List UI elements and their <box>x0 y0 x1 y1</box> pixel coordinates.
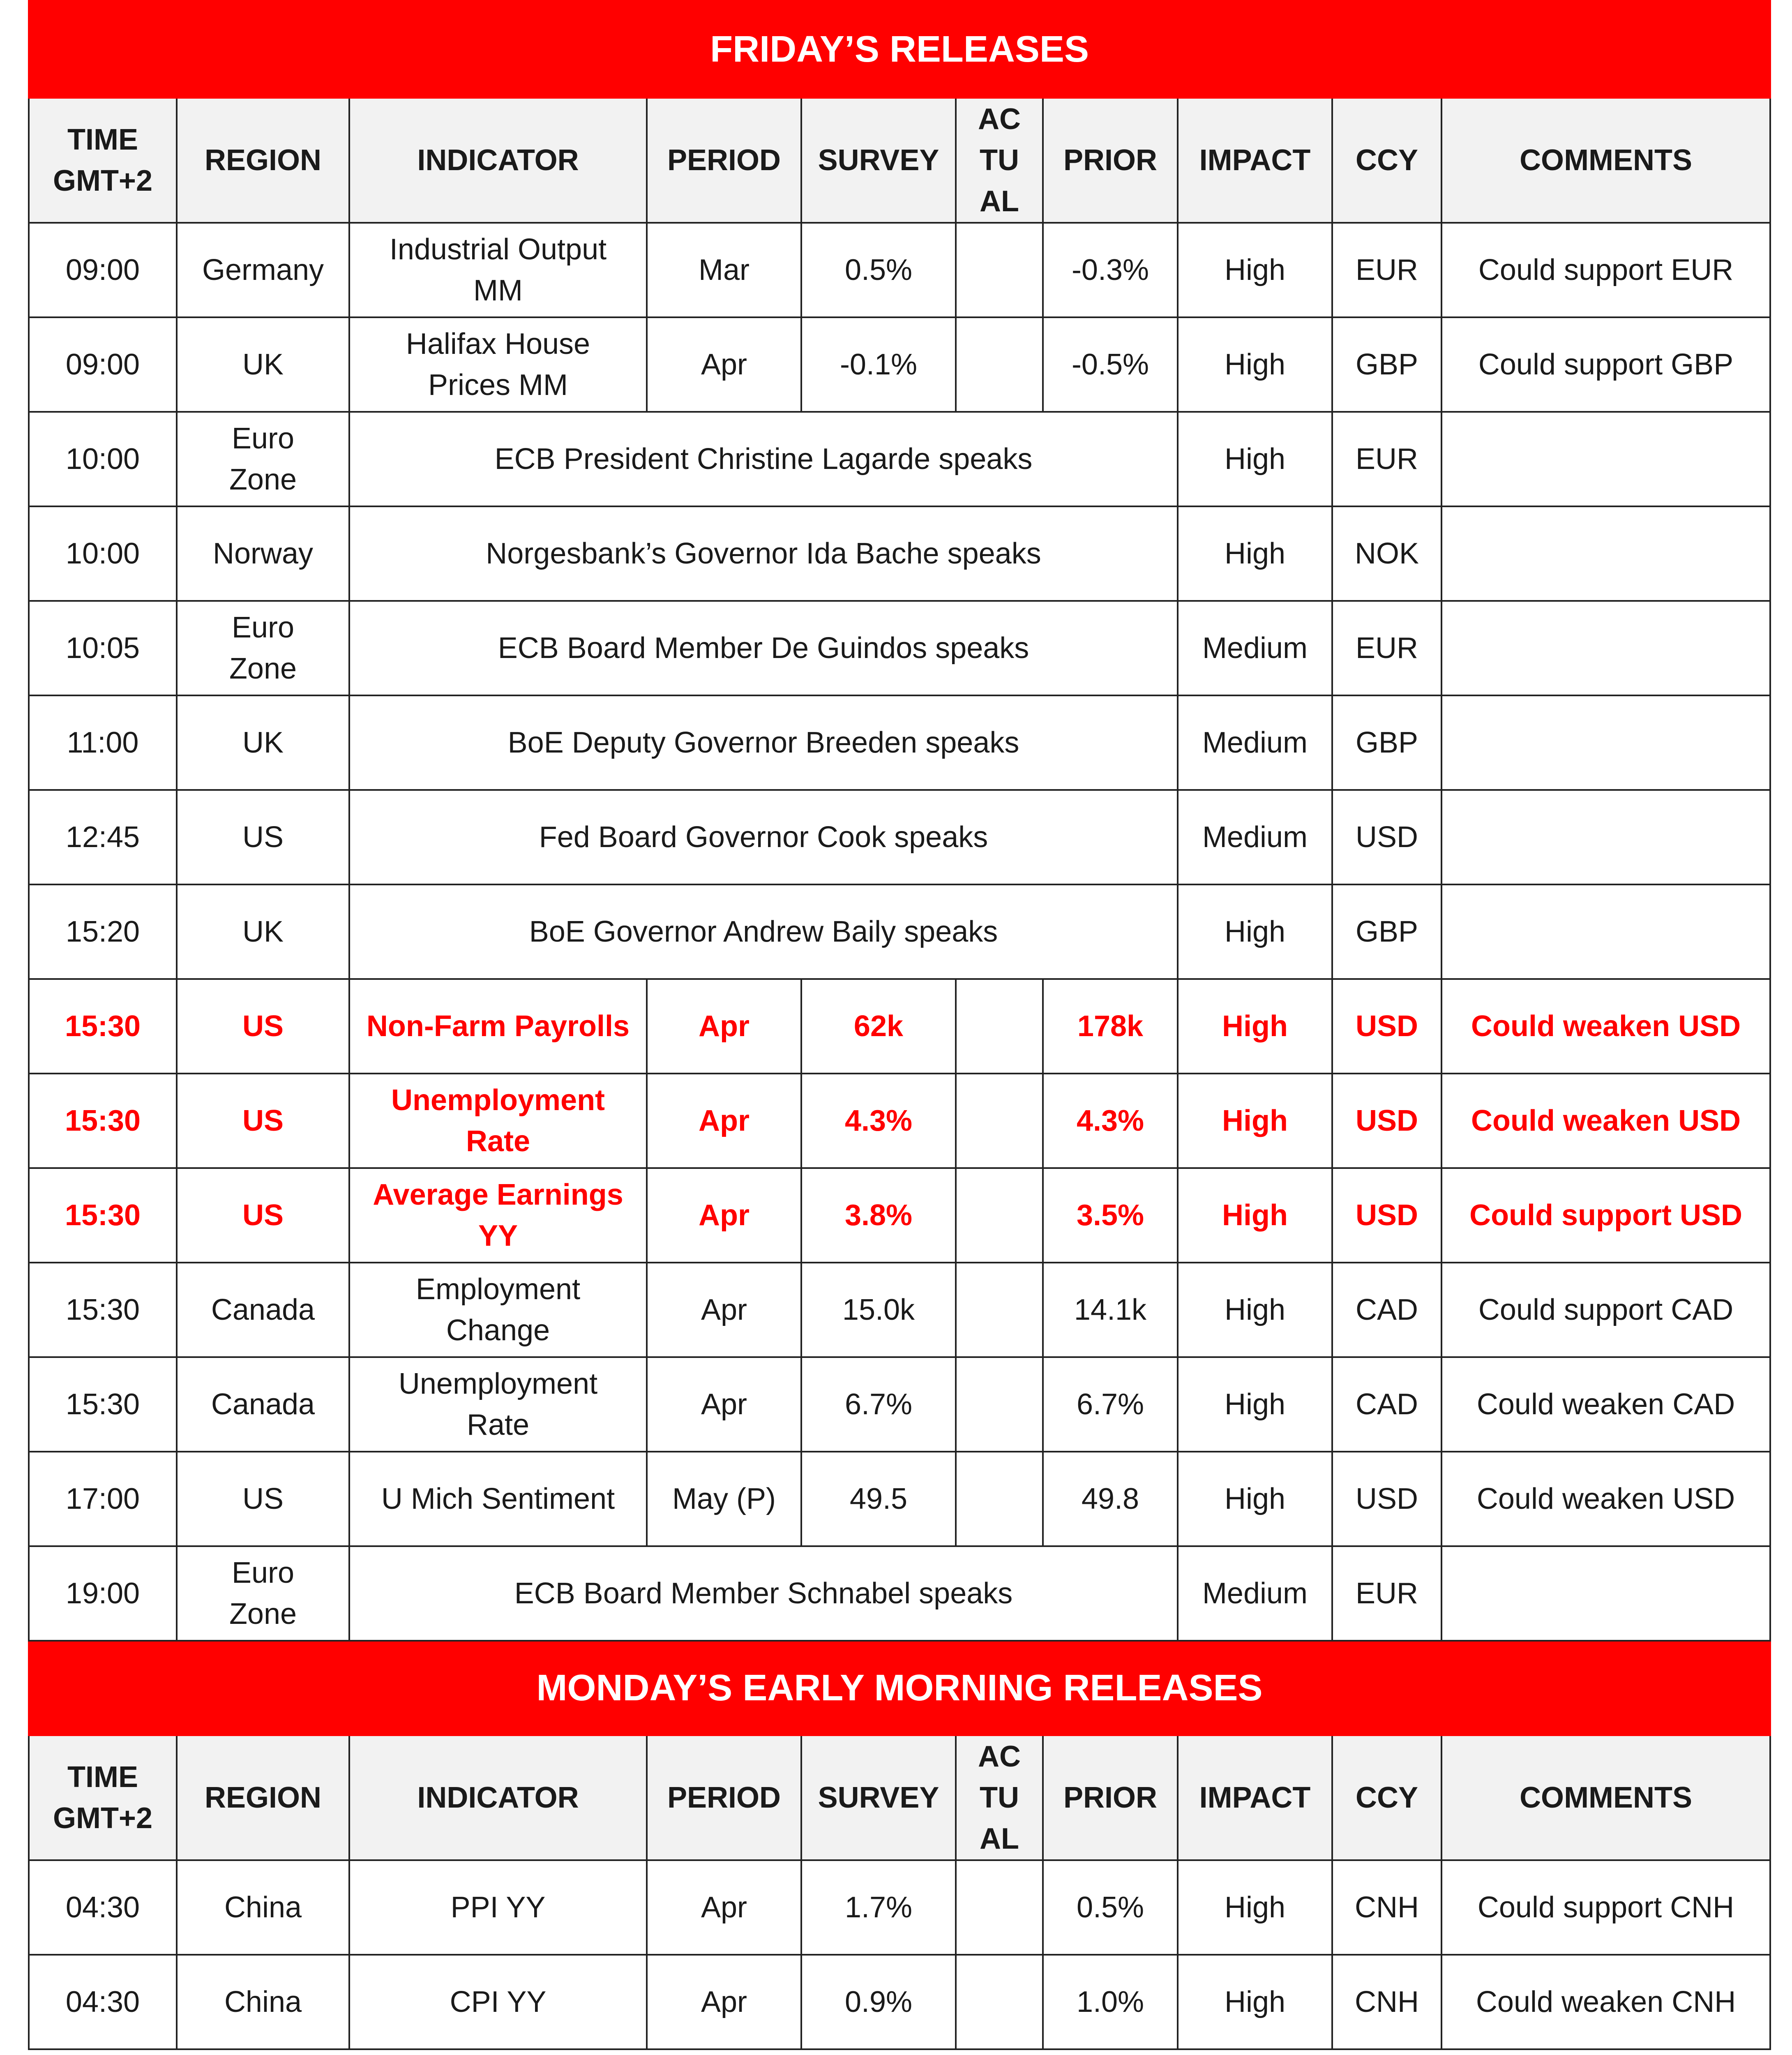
time-cell: 15:30 <box>29 1074 177 1168</box>
comments-cell: Could weaken CNH <box>1441 1955 1770 2049</box>
comments-cell: Could support CNH <box>1441 1860 1770 1955</box>
region-cell: Euro Zone <box>177 601 349 695</box>
event-cell: ECB Board Member Schnabel speaks <box>349 1546 1178 1641</box>
comments-cell: Could weaken CAD <box>1441 1357 1770 1452</box>
period-cell: Mar <box>647 223 801 317</box>
header-actual: AC TU AL <box>956 1735 1043 1860</box>
ccy-cell: USD <box>1332 1168 1441 1263</box>
indicator-cell: PPI YY <box>349 1860 647 1955</box>
region-cell: Euro Zone <box>177 412 349 506</box>
table-row <box>29 412 1770 506</box>
header-ccy: CCY <box>1332 1735 1441 1860</box>
ccy-cell: CAD <box>1332 1263 1441 1357</box>
friday-title: FRIDAY’S RELEASES <box>29 1 1770 98</box>
table-row <box>29 223 1770 317</box>
time-cell: 10:05 <box>29 601 177 695</box>
period-cell: Apr <box>647 1074 801 1168</box>
prior-cell: 14.1k <box>1043 1263 1178 1357</box>
impact-cell: High <box>1178 979 1332 1074</box>
ccy-cell: USD <box>1332 790 1441 884</box>
header-ccy: CCY <box>1332 98 1441 223</box>
ccy-cell: USD <box>1332 1452 1441 1546</box>
actual-cell <box>956 317 1043 412</box>
releases-table <box>28 0 1771 2050</box>
time-cell: 04:30 <box>29 1955 177 2049</box>
comments-cell <box>1441 695 1770 790</box>
header-region: REGION <box>177 98 349 223</box>
time-cell: 11:00 <box>29 695 177 790</box>
ccy-cell: EUR <box>1332 1546 1441 1641</box>
header-comments: COMMENTS <box>1441 98 1770 223</box>
prior-cell: -0.3% <box>1043 223 1178 317</box>
region-cell: Euro Zone <box>177 1546 349 1641</box>
region-cell: Norway <box>177 506 349 601</box>
ccy-cell: CNH <box>1332 1860 1441 1955</box>
actual-cell <box>956 1955 1043 2049</box>
header-prior: PRIOR <box>1043 1735 1178 1860</box>
monday-title: MONDAY’S EARLY MORNING RELEASES <box>29 1641 1770 1735</box>
time-cell: 10:00 <box>29 506 177 601</box>
friday-banner <box>29 1 1770 98</box>
actual-cell <box>956 1074 1043 1168</box>
actual-cell <box>956 1263 1043 1357</box>
ccy-cell: GBP <box>1332 695 1441 790</box>
indicator-cell: Non-Farm Payrolls <box>349 979 647 1074</box>
event-cell: BoE Governor Andrew Baily speaks <box>349 884 1178 979</box>
prior-cell: 1.0% <box>1043 1955 1178 2049</box>
table-row <box>29 601 1770 695</box>
table-row <box>29 695 1770 790</box>
comments-cell <box>1441 884 1770 979</box>
comments-cell <box>1441 601 1770 695</box>
survey-cell: 49.5 <box>801 1452 956 1546</box>
header-time: TIME GMT+2 <box>29 98 177 223</box>
table-row-major <box>29 979 1770 1074</box>
table-row <box>29 1452 1770 1546</box>
header-comments: COMMENTS <box>1441 1735 1770 1860</box>
time-cell: 17:00 <box>29 1452 177 1546</box>
prior-cell: 0.5% <box>1043 1860 1178 1955</box>
region-cell: UK <box>177 317 349 412</box>
impact-cell: High <box>1178 1955 1332 2049</box>
actual-cell <box>956 1452 1043 1546</box>
prior-cell: 49.8 <box>1043 1452 1178 1546</box>
comments-cell: Could weaken USD <box>1441 1074 1770 1168</box>
comments-cell <box>1441 506 1770 601</box>
impact-cell: Medium <box>1178 601 1332 695</box>
monday-banner <box>29 1641 1770 1735</box>
comments-cell <box>1441 790 1770 884</box>
region-cell: US <box>177 1074 349 1168</box>
region-cell: US <box>177 1168 349 1263</box>
header-indicator: INDICATOR <box>349 98 647 223</box>
table-row <box>29 790 1770 884</box>
region-cell: UK <box>177 695 349 790</box>
survey-cell: 3.8% <box>801 1168 956 1263</box>
ccy-cell: USD <box>1332 979 1441 1074</box>
region-cell: Canada <box>177 1357 349 1452</box>
survey-cell: 15.0k <box>801 1263 956 1357</box>
time-cell: 09:00 <box>29 223 177 317</box>
time-cell: 15:30 <box>29 1168 177 1263</box>
comments-cell: Could weaken USD <box>1441 979 1770 1074</box>
period-cell: Apr <box>647 1860 801 1955</box>
region-cell: US <box>177 979 349 1074</box>
comments-cell: Could support CAD <box>1441 1263 1770 1357</box>
prior-cell: -0.5% <box>1043 317 1178 412</box>
impact-cell: High <box>1178 884 1332 979</box>
header-survey: SURVEY <box>801 1735 956 1860</box>
time-cell: 04:30 <box>29 1860 177 1955</box>
table-row <box>29 884 1770 979</box>
region-cell: US <box>177 1452 349 1546</box>
monday-header-row <box>29 1735 1770 1860</box>
header-impact: IMPACT <box>1178 1735 1332 1860</box>
header-impact: IMPACT <box>1178 98 1332 223</box>
friday-header-row <box>29 98 1770 223</box>
ccy-cell: NOK <box>1332 506 1441 601</box>
ccy-cell: GBP <box>1332 317 1441 412</box>
region-cell: Canada <box>177 1263 349 1357</box>
ccy-cell: EUR <box>1332 223 1441 317</box>
actual-cell <box>956 1357 1043 1452</box>
impact-cell: High <box>1178 1263 1332 1357</box>
table-row <box>29 1546 1770 1641</box>
comments-cell: Could weaken USD <box>1441 1452 1770 1546</box>
indicator-cell: Employment Change <box>349 1263 647 1357</box>
period-cell: Apr <box>647 1168 801 1263</box>
actual-cell <box>956 1168 1043 1263</box>
header-survey: SURVEY <box>801 98 956 223</box>
comments-cell: Could support GBP <box>1441 317 1770 412</box>
table-row <box>29 1357 1770 1452</box>
survey-cell: -0.1% <box>801 317 956 412</box>
ccy-cell: USD <box>1332 1074 1441 1168</box>
event-cell: ECB Board Member De Guindos speaks <box>349 601 1178 695</box>
comments-cell: Could support EUR <box>1441 223 1770 317</box>
header-prior: PRIOR <box>1043 98 1178 223</box>
impact-cell: High <box>1178 223 1332 317</box>
prior-cell: 4.3% <box>1043 1074 1178 1168</box>
comments-cell <box>1441 412 1770 506</box>
impact-cell: High <box>1178 1357 1332 1452</box>
region-cell: China <box>177 1860 349 1955</box>
event-cell: Fed Board Governor Cook speaks <box>349 790 1178 884</box>
time-cell: 15:30 <box>29 979 177 1074</box>
indicator-cell: U Mich Sentiment <box>349 1452 647 1546</box>
comments-cell: Could support USD <box>1441 1168 1770 1263</box>
impact-cell: High <box>1178 1452 1332 1546</box>
table-row-major <box>29 1074 1770 1168</box>
actual-cell <box>956 979 1043 1074</box>
impact-cell: Medium <box>1178 695 1332 790</box>
region-cell: China <box>177 1955 349 2049</box>
ccy-cell: CNH <box>1332 1955 1441 2049</box>
actual-cell <box>956 1860 1043 1955</box>
impact-cell: High <box>1178 506 1332 601</box>
header-actual: AC TU AL <box>956 98 1043 223</box>
prior-cell: 178k <box>1043 979 1178 1074</box>
region-cell: US <box>177 790 349 884</box>
period-cell: Apr <box>647 1357 801 1452</box>
ccy-cell: CAD <box>1332 1357 1441 1452</box>
table-row <box>29 506 1770 601</box>
survey-cell: 6.7% <box>801 1357 956 1452</box>
impact-cell: High <box>1178 1074 1332 1168</box>
region-cell: Germany <box>177 223 349 317</box>
survey-cell: 4.3% <box>801 1074 956 1168</box>
survey-cell: 1.7% <box>801 1860 956 1955</box>
prior-cell: 6.7% <box>1043 1357 1178 1452</box>
table-row-major <box>29 1168 1770 1263</box>
indicator-cell: CPI YY <box>349 1955 647 2049</box>
time-cell: 12:45 <box>29 790 177 884</box>
impact-cell: Medium <box>1178 1546 1332 1641</box>
survey-cell: 62k <box>801 979 956 1074</box>
impact-cell: High <box>1178 412 1332 506</box>
time-cell: 15:30 <box>29 1357 177 1452</box>
header-indicator: INDICATOR <box>349 1735 647 1860</box>
period-cell: Apr <box>647 1263 801 1357</box>
releases-calendar <box>28 0 1769 2050</box>
header-time: TIME GMT+2 <box>29 1735 177 1860</box>
indicator-cell: Industrial Output MM <box>349 223 647 317</box>
period-cell: Apr <box>647 1955 801 2049</box>
indicator-cell: Halifax House Prices MM <box>349 317 647 412</box>
event-cell: BoE Deputy Governor Breeden speaks <box>349 695 1178 790</box>
impact-cell: High <box>1178 317 1332 412</box>
table-row <box>29 1263 1770 1357</box>
table-row <box>29 1860 1770 1955</box>
time-cell: 19:00 <box>29 1546 177 1641</box>
indicator-cell: Unemployment Rate <box>349 1074 647 1168</box>
event-cell: Norgesbank’s Governor Ida Bache speaks <box>349 506 1178 601</box>
indicator-cell: Unemployment Rate <box>349 1357 647 1452</box>
event-cell: ECB President Christine Lagarde speaks <box>349 412 1178 506</box>
prior-cell: 3.5% <box>1043 1168 1178 1263</box>
comments-cell <box>1441 1546 1770 1641</box>
period-cell: Apr <box>647 317 801 412</box>
header-region: REGION <box>177 1735 349 1860</box>
impact-cell: High <box>1178 1168 1332 1263</box>
header-period: PERIOD <box>647 98 801 223</box>
period-cell: Apr <box>647 979 801 1074</box>
indicator-cell: Average Earnings YY <box>349 1168 647 1263</box>
ccy-cell: EUR <box>1332 601 1441 695</box>
survey-cell: 0.5% <box>801 223 956 317</box>
table-row <box>29 317 1770 412</box>
ccy-cell: GBP <box>1332 884 1441 979</box>
time-cell: 10:00 <box>29 412 177 506</box>
impact-cell: High <box>1178 1860 1332 1955</box>
time-cell: 09:00 <box>29 317 177 412</box>
time-cell: 15:20 <box>29 884 177 979</box>
table-row <box>29 1955 1770 2049</box>
impact-cell: Medium <box>1178 790 1332 884</box>
period-cell: May (P) <box>647 1452 801 1546</box>
region-cell: UK <box>177 884 349 979</box>
time-cell: 15:30 <box>29 1263 177 1357</box>
header-period: PERIOD <box>647 1735 801 1860</box>
actual-cell <box>956 223 1043 317</box>
ccy-cell: EUR <box>1332 412 1441 506</box>
survey-cell: 0.9% <box>801 1955 956 2049</box>
